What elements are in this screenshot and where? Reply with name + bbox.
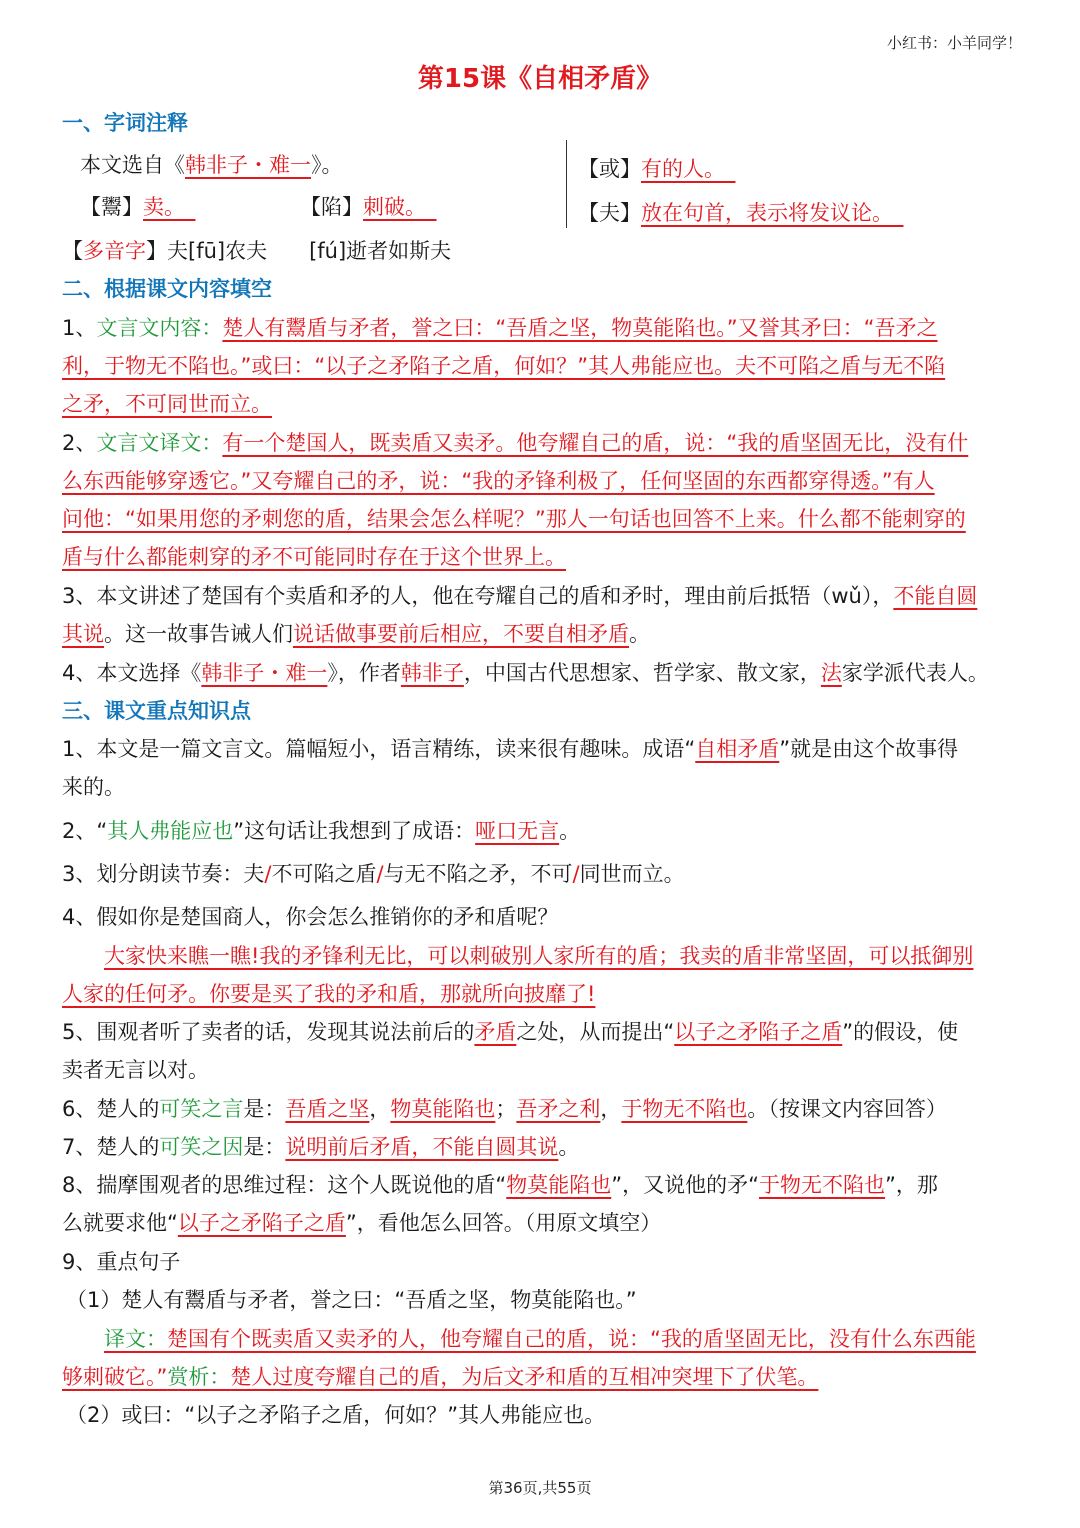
- q1-line-1: [62, 309, 1022, 347]
- q2-text-4: 盾与什么都能刺穿的矛不可能同时存在于这个世界上。: [62, 545, 566, 569]
- q3-answer-2: 说话做事要前后相应，不要自相矛盾: [293, 622, 629, 646]
- q2-number: 2、: [62, 431, 97, 455]
- k3-line: [62, 855, 1022, 893]
- q3-line-1: [62, 577, 1022, 615]
- k8-d: 于物无不陷也: [759, 1173, 886, 1197]
- k1-b: ”就是由这个故事得: [779, 737, 959, 761]
- k9-1-text-3: 楚人过度夸耀自己的盾，为后文矛和盾的互相冲突埋下了伏笔。: [230, 1365, 819, 1389]
- k4-q: 4、假如你是楚国商人，你会怎么推销你的矛和盾呢？: [62, 905, 559, 929]
- note-huo-value: 有的人。: [641, 157, 715, 181]
- source-book: 韩非子・难一: [185, 153, 311, 177]
- note-yu-label: 【鬻】: [80, 195, 143, 219]
- k7-c: 是：: [243, 1135, 286, 1159]
- k5-b: 矛盾: [474, 1020, 517, 1044]
- q2-text-3: 问他：“如果用您的矛刺您的盾，结果会怎么样呢？”那人一句话也回答不上来。什么都不能刺穿的: [62, 507, 966, 531]
- vertical-divider: [566, 140, 567, 228]
- k6-j: 于物无不陷也: [621, 1097, 748, 1121]
- k9-sentence-2: [66, 1396, 1026, 1434]
- k6-e: ，: [369, 1097, 391, 1121]
- page-title: 第15课《自相矛盾》: [417, 64, 663, 94]
- k2-a: 2、“: [62, 819, 108, 843]
- k3-a: 3、划分朗读节奏：夫: [62, 862, 265, 886]
- k8-g: 以子之矛陷子之盾: [177, 1211, 346, 1235]
- k5-line-1: [62, 1013, 1022, 1051]
- k8-line-2: [62, 1204, 1022, 1242]
- k9-1-label-2: 赏析：: [167, 1365, 231, 1389]
- k8-line-1: [62, 1166, 1022, 1204]
- section-heading-2: 二、根据课文内容填空: [62, 277, 272, 301]
- q2-line-2: [62, 462, 1022, 500]
- q3-answer-1b: 其说: [62, 622, 104, 646]
- q2-line-4: [62, 538, 1022, 576]
- k2-idiom: 哑口无言: [475, 819, 560, 843]
- k9-1-text-1: 楚国有个既卖盾又卖矛的人，他夸耀自己的盾，说：“我的盾坚固无比，没有什么东西能: [167, 1327, 976, 1351]
- q4-book: 韩非子・难一: [201, 661, 328, 685]
- k6-a: 6、楚人的: [62, 1097, 160, 1121]
- note-xian-value: 刺破。: [363, 195, 416, 219]
- k9-translation-line-2: [62, 1358, 1022, 1396]
- note-yu-value: 卖。: [143, 195, 175, 219]
- k5-d: 以子之矛陷子之盾: [674, 1020, 843, 1044]
- source-post: 》。: [311, 153, 343, 177]
- k6-h: 吾矛之利: [516, 1097, 601, 1121]
- section-heading-1: 一、字词注释: [62, 111, 188, 135]
- k7-e: 。: [558, 1135, 580, 1159]
- polyphone-line: [62, 232, 451, 270]
- k7-a: 7、楚人的: [62, 1135, 160, 1159]
- q3-line-2: [62, 615, 1022, 653]
- note-huo: [578, 150, 736, 188]
- k3-c: 与无不陷之矛，不可: [383, 862, 573, 886]
- k4-answer-2: [62, 975, 1022, 1013]
- k8-b: 物莫能陷也: [506, 1173, 612, 1197]
- q4-a: 4、本文选择《: [62, 661, 202, 685]
- q3-end: 。: [629, 622, 650, 646]
- q2-line-1: [62, 424, 1022, 462]
- q1-label: 文言文内容：: [96, 316, 223, 340]
- note-huo-label: 【或】: [578, 157, 641, 181]
- polyphone-text: 夫[fū]农夫 [fú]逝者如斯夫: [167, 239, 452, 263]
- k6-b: 可笑之言: [159, 1097, 244, 1121]
- polyphone-label: 多音字: [83, 239, 146, 263]
- q4-line: [62, 654, 1022, 692]
- q1-line-2: [62, 347, 1022, 385]
- k1-line-1: [62, 730, 1022, 768]
- k6-c: 是：: [243, 1097, 286, 1121]
- k3-slash-3: /: [572, 862, 580, 886]
- section-heading-3: 三、课文重点知识点: [62, 699, 251, 723]
- q1-text-2: 利，于物无不陷也。”或曰：“以子之矛陷子之盾，何如？”其人弗能应也。夫不可陷之盾与无不陷: [62, 354, 946, 378]
- k5-a: 5、围观者听了卖者的话，发现其说法前后的: [62, 1020, 475, 1044]
- q1-text-3: 之矛，不可同世而立。: [62, 392, 272, 416]
- q4-author: 韩非子: [400, 661, 464, 685]
- k9-text: 9、重点句子: [62, 1250, 181, 1274]
- page-number: 第36页,共55页: [488, 1479, 592, 1497]
- k8-c: ”，又说他的矛“: [611, 1173, 760, 1197]
- q1-text-1: 楚人有鬻盾与矛者，誉之曰：“吾盾之坚，物莫能陷也。”又誉其矛曰：“吾矛之: [222, 316, 938, 340]
- k4-question: [62, 898, 1022, 936]
- k3-d: 同世而立。: [579, 862, 685, 886]
- k8-h: ”，看他怎么回答。（用原文填空）: [345, 1211, 662, 1235]
- polyphone-open: 【: [62, 239, 83, 263]
- k6-f: 物莫能陷也: [390, 1097, 496, 1121]
- q4-c: ，中国古代思想家、哲学家、散文家，: [463, 661, 821, 685]
- source-pre: 本文选自《: [80, 153, 185, 177]
- k7-d: 说明前后矛盾，不能自圆其说: [285, 1135, 559, 1159]
- k3-slash-1: /: [264, 862, 272, 886]
- k3-slash-2: /: [376, 862, 384, 886]
- q4-b: 》，作者: [327, 661, 401, 685]
- q2-text-2: 么东西能够穿透它。”又夸耀自己的矛，说：“我的矛锋利极了，任何坚固的东西都穿得透。”有人: [62, 469, 935, 493]
- k9-1-text-2: 够刺破它。”: [62, 1365, 168, 1389]
- source-line: [80, 146, 343, 184]
- k9-1-label-1: 译文：: [104, 1327, 167, 1351]
- k9-sentence-1: [66, 1281, 1026, 1319]
- k1-c: 来的。: [62, 775, 125, 799]
- k1-line-2: [62, 768, 1022, 806]
- note-fu-label: 【夫】: [578, 201, 641, 225]
- k2-quote: 其人弗能应也: [107, 819, 234, 843]
- k5-line-2: [62, 1051, 1022, 1089]
- k5-c: 之处，从而提出“: [516, 1020, 675, 1044]
- k8-a: 8、揣摩围观者的思维过程：这个人既说他的盾“: [62, 1173, 507, 1197]
- q1-number: 1、: [62, 316, 97, 340]
- k8-f: 么就要求他“: [62, 1211, 178, 1235]
- watermark: 小红书：小羊同学！: [886, 34, 1022, 52]
- note-fu-value: 放在句首，表示将发议论。: [641, 201, 883, 225]
- q4-school: 法: [820, 661, 842, 685]
- k6-line: [62, 1090, 1022, 1128]
- k2-c: 。: [559, 819, 581, 843]
- k2-line: [62, 812, 1022, 850]
- q4-d: 家学派代表人。: [841, 661, 989, 685]
- k6-d: 吾盾之坚: [285, 1097, 370, 1121]
- q2-label: 文言文译文：: [96, 431, 223, 455]
- k1-a: 1、本文是一篇文言文。篇幅短小，语言精练，读来很有趣味。成语“: [62, 737, 696, 761]
- q3-text-1: 3、本文讲述了楚国有个卖盾和矛的人，他在夸耀自己的盾和矛时，理由前后抵牾（wǔ），: [62, 584, 894, 608]
- k9-2-text: （2）或曰：“以子之矛陷子之盾，何如？”其人弗能应也。: [66, 1403, 606, 1427]
- note-yu: [80, 188, 196, 226]
- k6-k: 。（按课文内容回答）: [747, 1097, 947, 1121]
- k9-heading: [62, 1243, 1022, 1281]
- note-xian: [300, 188, 437, 226]
- k7-line: [62, 1128, 1022, 1166]
- q3-answer-1a: 不能自圆: [893, 584, 978, 608]
- k4-text-1: 大家快来瞧一瞧!我的矛锋利无比，可以刺破别人家所有的盾；我卖的盾非常坚固，可以抵御别: [104, 944, 974, 968]
- polyphone-close: 】: [146, 239, 167, 263]
- k5-e: ”的假设，使: [842, 1020, 959, 1044]
- k9-1-text: （1）楚人有鬻盾与矛者，誉之曰：“吾盾之坚，物莫能陷也。”: [66, 1288, 637, 1312]
- note-fu: [578, 194, 904, 232]
- k6-g: ；: [495, 1097, 517, 1121]
- k2-b: ”这句话让我想到了成语：: [233, 819, 476, 843]
- k6-i: ，: [600, 1097, 622, 1121]
- k7-b: 可笑之因: [159, 1135, 244, 1159]
- k1-idiom: 自相矛盾: [695, 737, 780, 761]
- note-xian-label: 【陷】: [300, 195, 363, 219]
- k3-b: 不可陷之盾: [271, 862, 377, 886]
- q3-mid: 。这一故事告诫人们: [104, 622, 293, 646]
- k4-answer-1: [62, 937, 1022, 975]
- k4-text-2: 人家的任何矛。你要是买了我的矛和盾，那就所向披靡了!: [62, 982, 596, 1006]
- k9-translation-line-1: [62, 1320, 1022, 1358]
- k8-e: ”，那: [885, 1173, 938, 1197]
- q2-text-1: 有一个楚国人，既卖盾又卖矛。他夸耀自己的盾，说：“我的盾坚固无比，没有什: [222, 431, 969, 455]
- k5-f: 卖者无言以对。: [62, 1058, 209, 1082]
- q1-line-3: [62, 385, 1022, 423]
- q2-line-3: [62, 500, 1022, 538]
